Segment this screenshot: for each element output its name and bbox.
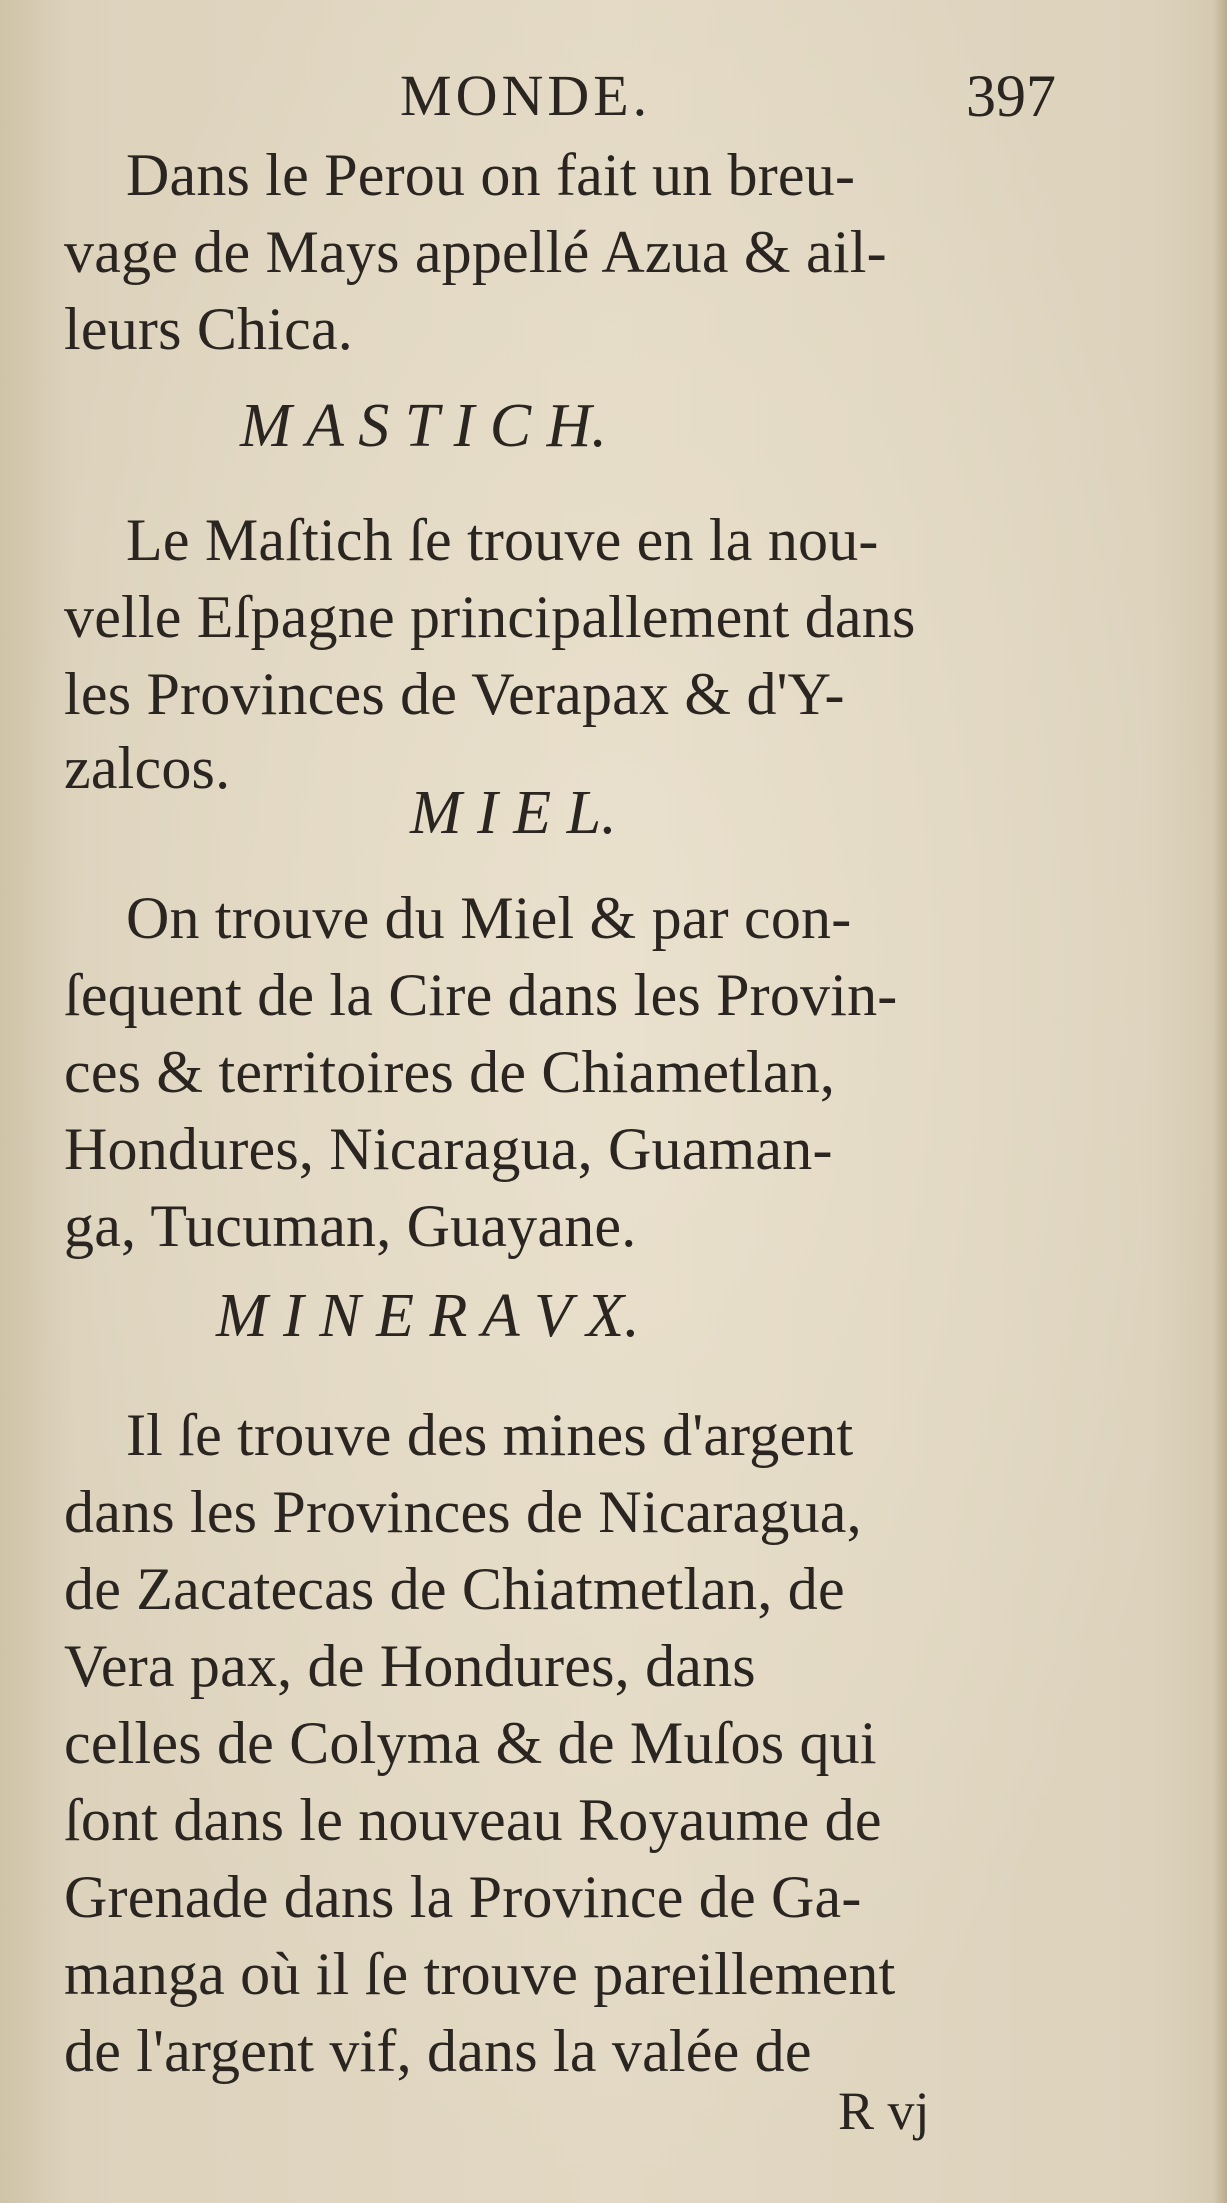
page-edge-shadow	[1213, 0, 1227, 2203]
section-heading-mineravx: M I N E R A V X.	[216, 1282, 640, 1350]
paragraph-line: velle Eſpagne principallement dans	[64, 584, 916, 650]
paragraph-line: Dans le Perou on fait un breu-	[126, 142, 856, 208]
paragraph-line: celles de Colyma & de Muſos qui	[64, 1710, 877, 1776]
paragraph-line: Grenade dans la Province de Ga-	[64, 1864, 862, 1930]
section-heading-mastich: M A S T I C H.	[240, 392, 607, 460]
section-heading-miel: M I E L.	[410, 779, 617, 847]
signature-mark: R vj	[838, 2081, 930, 2141]
paragraph-line: les Provinces de Verapax & d'Y-	[64, 661, 845, 727]
paragraph-line: Il ſe trouve des mines d'argent	[126, 1402, 854, 1468]
paragraph-line: de Zacatecas de Chiatmetlan, de	[64, 1556, 845, 1622]
paragraph-line: ſequent de la Cire dans les Provin-	[64, 962, 898, 1028]
paragraph-line: de l'argent vif, dans la valée de	[64, 2018, 812, 2084]
paragraph-line: vage de Mays appellé Azua & ail-	[64, 219, 887, 285]
paragraph-line: Hondures, Nicaragua, Guaman-	[64, 1116, 833, 1182]
paragraph-line: ſont dans le nouveau Royaume de	[64, 1787, 882, 1853]
paragraph-line: Vera pax, de Hondures, dans	[64, 1633, 756, 1699]
running-head: MONDE.	[400, 63, 652, 128]
paragraph-line: zalcos.	[64, 735, 231, 801]
paragraph-line: Le Maſtich ſe trouve en la nou-	[126, 507, 879, 573]
paragraph-line: On trouve du Miel & par con-	[126, 885, 852, 951]
paragraph-line: manga où il ſe trouve pareillement	[64, 1941, 896, 2007]
paragraph-line: dans les Provinces de Nicaragua,	[64, 1479, 862, 1545]
paragraph-line: ces & territoires de Chiametlan,	[64, 1039, 836, 1105]
paragraph-line: ga, Tucuman, Guayane.	[64, 1193, 637, 1259]
page-number: 397	[966, 63, 1056, 129]
paragraph-line: leurs Chica.	[64, 296, 353, 362]
